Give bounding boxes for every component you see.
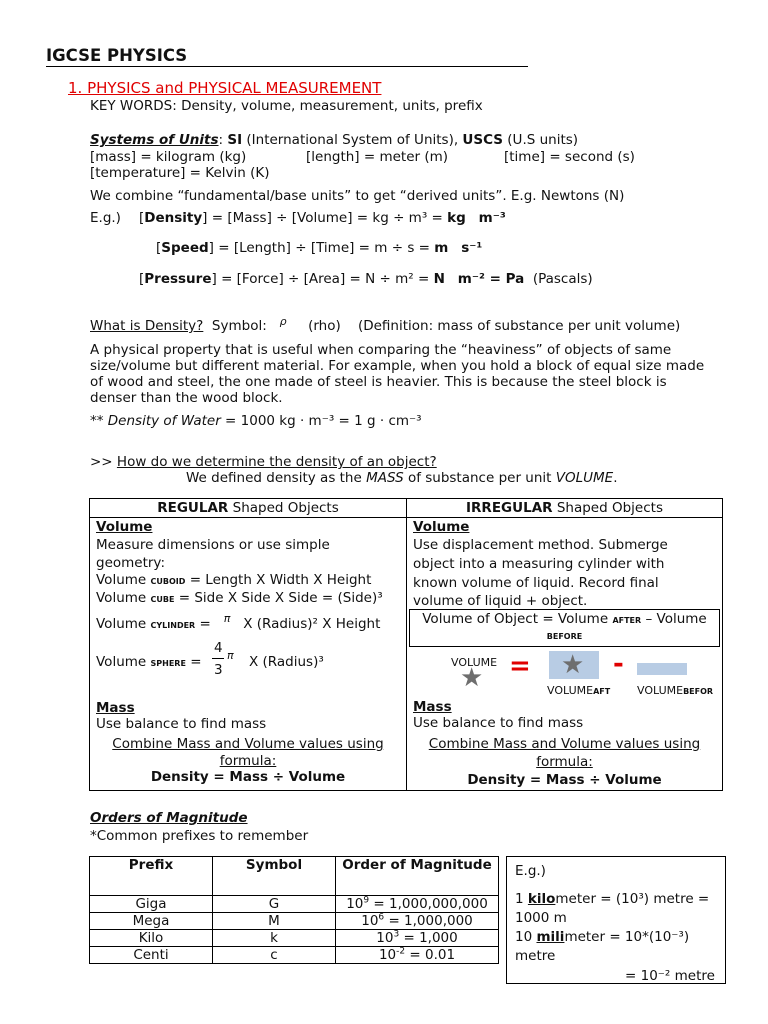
sphere-sub: SPHERE (150, 659, 186, 668)
order-exp: -2 (396, 946, 406, 957)
dash-volume: – Volume (645, 611, 707, 627)
regular-mass-text: Use balance to find mass (96, 716, 267, 732)
density-definition: (Definition: mass of substance per unit volume) (357, 318, 681, 334)
before-sub: BEFORE (546, 632, 583, 641)
irregular-combine-2: formula: (536, 754, 593, 770)
irregular-mass-text: Use balance to find mass (413, 715, 584, 731)
defined-volume: VOLUME (555, 470, 614, 486)
volume-object-box (409, 609, 720, 647)
regular-header (90, 499, 407, 518)
order-base: 10 (376, 930, 394, 946)
example-box (506, 856, 726, 984)
eg-l3-post: meter = 10*(10⁻³) (564, 929, 690, 945)
si-label: SI (227, 132, 243, 148)
cuboid-formula (96, 572, 400, 590)
prefix-cell: Mega (90, 913, 213, 930)
title-underline (46, 66, 528, 67)
order-rest: = 1,000 (399, 930, 458, 946)
irregular-header (407, 499, 723, 518)
uscs-desc: (U.S units) (503, 132, 579, 148)
cylinder-sub: CYLINDER (150, 621, 196, 630)
rho-word: (rho) (308, 318, 341, 334)
regular-bold: REGULAR (157, 500, 229, 516)
symbol-label: Symbol: (211, 318, 267, 334)
eg-l1-post: meter = (10³) metre = (555, 891, 710, 907)
pressure-equation: [Pressure] = [Force] ÷ [Area] = N ÷ m² = N m⁻² = Pa (Pascals) (139, 271, 593, 287)
defined-mass: MASS (366, 470, 404, 486)
density-equation: [Density] = [Mass] ÷ [Volume] = kg ÷ m³ = kg m⁻³ (139, 210, 506, 226)
frac-numerator: 4 (214, 640, 223, 656)
diagram-volume-label: VOLUME (451, 656, 498, 669)
sphere-lhs (96, 654, 202, 672)
vol-word: Volume (96, 654, 147, 670)
regular-mass-heading: Mass (96, 700, 135, 716)
diagram-after-label (547, 683, 610, 700)
table-row (90, 930, 499, 947)
sphere-formula (96, 640, 400, 680)
orders-sub: *Common prefixes to remember (90, 828, 309, 844)
defined-end: . (613, 470, 618, 486)
speed-result: m (434, 240, 449, 256)
how-prefix: >> (90, 454, 113, 470)
regular-measure-2: geometry: (96, 555, 165, 571)
density-para-3: of wood and steel, the one made of steel is heavier. This is because the steel block is (90, 374, 667, 390)
rho-symbol: ρ (279, 315, 287, 328)
water-value: = 1000 kg · m⁻³ = 1 g · cm⁻³ (225, 413, 422, 429)
speed-exp: s⁻¹ (461, 240, 483, 256)
order-rest: = 1,000,000,000 (369, 896, 488, 912)
pressure-result: N (433, 271, 445, 287)
symbol-cell: k (213, 930, 336, 947)
prefix-cell: Giga (90, 896, 213, 913)
regular-formula: Density = Mass ÷ Volume (150, 769, 346, 785)
volume-object-line (410, 610, 719, 630)
page-title: IGCSE PHYSICS (46, 46, 188, 65)
symbol-cell: c (213, 947, 336, 964)
orders-heading: Orders of Magnitude (90, 810, 248, 826)
irregular-formula: Density = Mass ÷ Volume (467, 772, 662, 788)
regular-rest: Shaped Objects (232, 500, 339, 516)
density-question-line (90, 315, 681, 335)
order-rest: = 1,000,000 (384, 913, 473, 929)
pressure-exp: m⁻² = Pa (457, 271, 525, 287)
cylinder-eq: X (Radius)² X Height (243, 616, 381, 632)
cube-formula (96, 590, 400, 608)
order-cell (336, 896, 499, 913)
prefix-table (89, 856, 499, 964)
eg-l3-pre: 10 (515, 929, 533, 945)
density-eq: = [Mass] ÷ [Volume] = kg ÷ m³ = (211, 210, 443, 226)
irregular-rest: Shaped Objects (556, 500, 663, 516)
equals: = (190, 654, 202, 670)
defined-mid: of substance per unit (407, 470, 552, 486)
eg-box-label: E.g.) (515, 863, 546, 879)
unit-mass: [mass] = kilogram (kg) (90, 149, 247, 165)
star-icon: ★ (561, 650, 585, 680)
density-para-2: size/volume but different material. For example, when you hold a block of equal size made (90, 358, 705, 374)
eg-line-2: 1000 m (515, 910, 567, 926)
unit-length: [length] = meter (m) (306, 149, 449, 165)
key-words: KEY WORDS: Density, volume, measurement, units, prefix (90, 98, 483, 114)
header-prefix: Prefix (90, 857, 213, 896)
order-base: 10 (378, 947, 397, 963)
table-row (90, 896, 499, 913)
vol-word: Volume (96, 572, 147, 588)
irregular-cell (407, 518, 723, 791)
diagram-equals: = (509, 651, 531, 681)
prefix-cell: Centi (90, 947, 213, 964)
vol-obj: Volume of Object = Volume (422, 611, 609, 627)
order-base: 10 (346, 896, 364, 912)
density-result: kg (447, 210, 466, 226)
eg-line-1 (515, 891, 709, 907)
irregular-text-4: volume of liquid + object. (413, 593, 588, 609)
prefix-cell: Kilo (90, 930, 213, 947)
water-label: ** Density of Water (90, 413, 221, 429)
order-cell (336, 947, 499, 964)
symbol-cell: M (213, 913, 336, 930)
density-label: Density (144, 210, 203, 226)
regular-measure-1: Measure dimensions or use simple (96, 537, 330, 553)
cuboid-sub: CUBOID (150, 577, 186, 586)
regular-combine-1: Combine Mass and Volume values using (112, 736, 384, 752)
order-exp: 3 (393, 929, 400, 940)
order-exp: 9 (363, 895, 370, 906)
density-question: What is Density? (90, 318, 204, 334)
cube-eq: = Side X Side X Side = (Side)³ (178, 590, 383, 606)
pi-symbol: π (223, 612, 231, 625)
section-heading: 1. PHYSICS and PHYSICAL MEASUREMENT (68, 79, 382, 97)
irregular-text-2: object into a measuring cylinder with (413, 556, 665, 572)
table-row (90, 913, 499, 930)
eg-l1-pre: 1 (515, 891, 524, 907)
water-density (90, 413, 422, 429)
order-cell (336, 930, 499, 947)
cylinder-formula (96, 612, 400, 634)
pressure-label: Pressure (144, 271, 212, 287)
speed-eq: = [Length] ÷ [Time] = m ÷ s = (218, 240, 430, 256)
order-cell (336, 913, 499, 930)
density-para-1: A physical property that is useful when comparing the “heaviness” of objects of same (90, 342, 672, 358)
irregular-combine-1: Combine Mass and Volume values using (428, 736, 701, 752)
diagram-aft-word: VOLUME (547, 684, 594, 697)
unit-temperature: [temperature] = Kelvin (K) (90, 165, 270, 181)
eg-label: E.g.) (90, 210, 121, 226)
how-line (90, 454, 437, 470)
density-para-4: denser than the wood block. (90, 390, 283, 406)
sphere-eq: X (Radius)³ (249, 654, 324, 670)
systems-label: Systems of Units (90, 132, 219, 148)
order-base: 10 (361, 913, 379, 929)
symbol-cell: G (213, 896, 336, 913)
irregular-bold: IRREGULAR (466, 500, 553, 516)
irregular-text-1: Use displacement method. Submerge (413, 537, 668, 553)
pascals: (Pascals) (532, 271, 593, 287)
displacement-diagram (413, 647, 716, 699)
order-exp: 6 (378, 912, 385, 923)
regular-cell (90, 518, 407, 791)
cube-sub: CUBE (150, 595, 175, 604)
eg-line-5: = 10⁻² metre (625, 968, 715, 984)
speed-label: Speed (161, 240, 209, 256)
order-rest: = 0.01 (405, 947, 456, 963)
diagram-bef-word: VOLUME (637, 684, 684, 697)
cuboid-eq: = Length X Width X Height (189, 572, 372, 588)
speed-equation: [Speed] = [Length] ÷ [Time] = m ÷ s = m s⁻¹ (156, 240, 483, 256)
regular-volume-heading: Volume (96, 519, 153, 535)
diagram-before-label (637, 683, 713, 700)
header-order: Order of Magnitude (336, 857, 499, 896)
pressure-eq: = [Force] ÷ [Area] = N ÷ m² = (221, 271, 430, 287)
systems-of-units-line: Systems of Units: SI (International System of Units), USCS (U.S units) (90, 132, 579, 148)
density-exp: m⁻³ (478, 210, 506, 226)
diagram-bef-sub: BEFOR (683, 687, 714, 696)
diagram-aft-sub: AFT (593, 687, 611, 696)
defined-pre: We defined density as the (186, 470, 362, 486)
unit-time: [time] = second (s) (504, 149, 635, 165)
derived-units-text: We combine “fundamental/base units” to get “derived units”. E.g. Newtons (N) (90, 188, 625, 204)
eg-mili: mili (536, 929, 565, 945)
si-desc: (International System of Units), (242, 132, 463, 148)
defined-line (186, 470, 618, 486)
uscs-label: USCS (462, 132, 503, 148)
how-question: How do we determine the density of an object? (116, 454, 437, 470)
irregular-text-3: known volume of liquid. Record final (413, 575, 659, 591)
frac-bar (212, 658, 224, 659)
equals: = (199, 616, 211, 632)
eg-line-4: metre (515, 948, 556, 964)
irregular-volume-heading: Volume (413, 519, 470, 535)
volume-table (89, 498, 723, 791)
eg-kilo: kilo (527, 891, 556, 907)
pi-symbol: π (227, 649, 234, 662)
regular-combine-2: formula: (219, 753, 277, 769)
table-row (90, 947, 499, 964)
eg-line-3 (515, 929, 689, 945)
volume-before-block (637, 663, 687, 675)
diagram-minus: - (613, 649, 624, 679)
vol-word: Volume (96, 590, 147, 606)
vol-word: Volume (96, 616, 147, 632)
header-symbol: Symbol (213, 857, 336, 896)
star-icon: ★ (460, 663, 484, 693)
irregular-mass-heading: Mass (413, 699, 452, 715)
after-sub: AFTER (612, 616, 642, 625)
frac-denominator: 3 (214, 662, 223, 678)
